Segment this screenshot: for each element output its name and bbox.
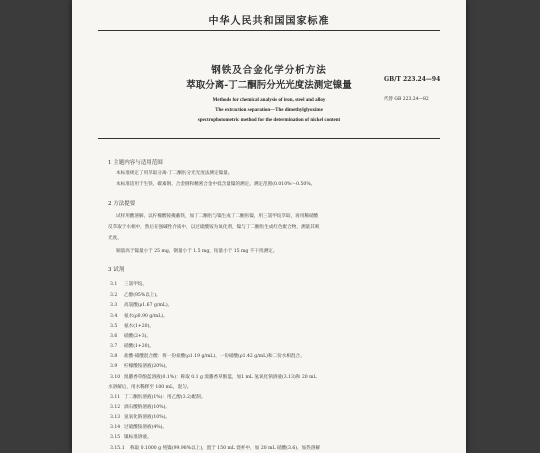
doc-title-line1: 钢铁及合金化学分析方法 — [211, 65, 327, 76]
paragraph: 本标准适用于生铁、碳素钢、合金钢和精密合金中低含量镍的测定。测定范围(0.010%～0.50%。 — [116, 182, 316, 187]
item-number: 3.9 — [110, 364, 118, 369]
item-number: 3.2 — [110, 293, 118, 298]
list-item — [110, 343, 154, 349]
paragraph: 光度。 — [108, 236, 122, 241]
doc-title-line2: 萃取分离-丁二酮肟分光光度法测定镍量 — [186, 80, 352, 91]
item-text: 水溶解后，用水稀释至 100 mL，混匀。 — [108, 385, 192, 390]
item-text: 硝酸(2+3)。 — [124, 334, 152, 339]
item-text: 称取 0.1000 g 纯镍(99.98%以上)，置于 150 mL 烧杯中，加 20 mL 硝酸(3.6)，加热溶解 — [130, 446, 321, 451]
item-text: 乙醇(95%以上)。 — [124, 293, 161, 298]
english-title-line3: spectrophotometric method for the determination of nickel content — [197, 118, 341, 123]
item-text: 酒石酸钠溶液(10%)。 — [124, 405, 170, 410]
item-number: 3.10 — [110, 375, 121, 380]
item-text: 溴麝香草酚蓝溶液(0.1%)：称取 0.1 g 溴麝香草酚蓝，加1 mL 氢氧化钠溶液(3.13)和 20 mL — [124, 375, 317, 380]
list-item — [110, 414, 170, 420]
item-number: 3.6 — [110, 334, 118, 339]
list-item — [110, 333, 151, 339]
list-item — [110, 394, 205, 400]
list-item — [110, 424, 167, 430]
item-number: 3.12 — [110, 405, 121, 410]
list-item — [110, 313, 168, 319]
item-number: 3.8 — [110, 354, 118, 359]
item-text: 高氯酸(ρ1.67 g/mL)。 — [124, 303, 173, 308]
section-heading: 3 试剂 — [108, 267, 125, 273]
standard-header: 中华人民共和国国家标准 — [208, 16, 330, 27]
item-text: 三氯甲烷。 — [124, 282, 147, 287]
item-number: 3.3 — [110, 303, 118, 308]
paragraph: 本标准规定了用萃取分离-丁二酮肟分光光度法测定镍量。 — [116, 171, 233, 176]
item-number: 3.15 — [110, 435, 121, 440]
list-item — [110, 404, 170, 410]
list-item — [110, 353, 305, 359]
item-text: 硝酸(1+20)。 — [124, 344, 154, 349]
list-item — [110, 445, 320, 451]
item-number: 3.4 — [110, 314, 118, 319]
paragraph: 反萃取于水相中，然后在强碱性介质中，以过硫酸铵为氧化剂，镍与丁二酮肟生成红色配合物，测量其吸 — [108, 225, 320, 230]
paragraph: 铜量高于镍量小于 25 mg，钢量小于 1.5 mg，钴量小于 15 mg 不干扰测定。 — [116, 249, 278, 254]
item-text: 氨水(1+20)。 — [124, 324, 154, 329]
item-text: 过硫酸铵溶液(4%)。 — [124, 425, 168, 430]
section-heading: 1 主题内容与适用范围 — [108, 160, 163, 166]
list-item — [110, 363, 170, 369]
item-number: 3.15.1 — [110, 446, 125, 451]
header-rule — [98, 30, 440, 31]
document-page[interactable] — [72, 0, 466, 453]
item-number: 3.7 — [110, 344, 118, 349]
item-number: 3.5 — [110, 324, 118, 329]
item-text: 氢氧化钠溶液(10%)。 — [124, 415, 170, 420]
item-text: 镍标准溶液。 — [124, 435, 152, 440]
item-text: 丁二酮肟溶液(1%)：用乙醇(3.2)配制。 — [124, 395, 206, 400]
list-item — [110, 434, 152, 440]
item-number: 3.13 — [110, 415, 121, 420]
item-number: 3.14 — [110, 425, 121, 430]
list-item — [110, 281, 147, 287]
item-number: 3.11 — [110, 395, 121, 400]
list-item — [110, 374, 317, 380]
list-item — [110, 292, 161, 298]
english-title-line1: Methods for chemical analysis of iron, steel and alloy — [212, 98, 326, 103]
list-item — [110, 323, 154, 329]
replaces-code: 代替 GB 223.24—82 — [384, 97, 429, 102]
english-title-line2: The extraction separation—The dimethylglyoxime — [215, 108, 323, 113]
item-text: 盐酸-硝酸混合酸：将一份盐酸(ρ1.19 g/mL)、一份硝酸(ρ1.42 g/mL)和二份水相混合。 — [124, 354, 305, 359]
standard-code: GB/T 223.24—94 — [384, 76, 441, 83]
item-text: 柠檬酸铵溶液(20%)。 — [124, 364, 170, 369]
item-number: 3.1 — [110, 282, 118, 287]
item-text: 氨水(ρ0.90 g/mL)。 — [124, 314, 168, 319]
list-item — [108, 384, 191, 390]
list-item — [110, 302, 172, 308]
title-rule — [98, 138, 440, 139]
section-heading: 2 方法提要 — [108, 201, 136, 207]
paragraph: 试样用酸溶解，以柠檬酸铵掩蔽铁，加丁二酮肟与镍生成丁二酮肟镍，用三氯甲烷萃取，再用稀硝酸 — [116, 214, 319, 219]
